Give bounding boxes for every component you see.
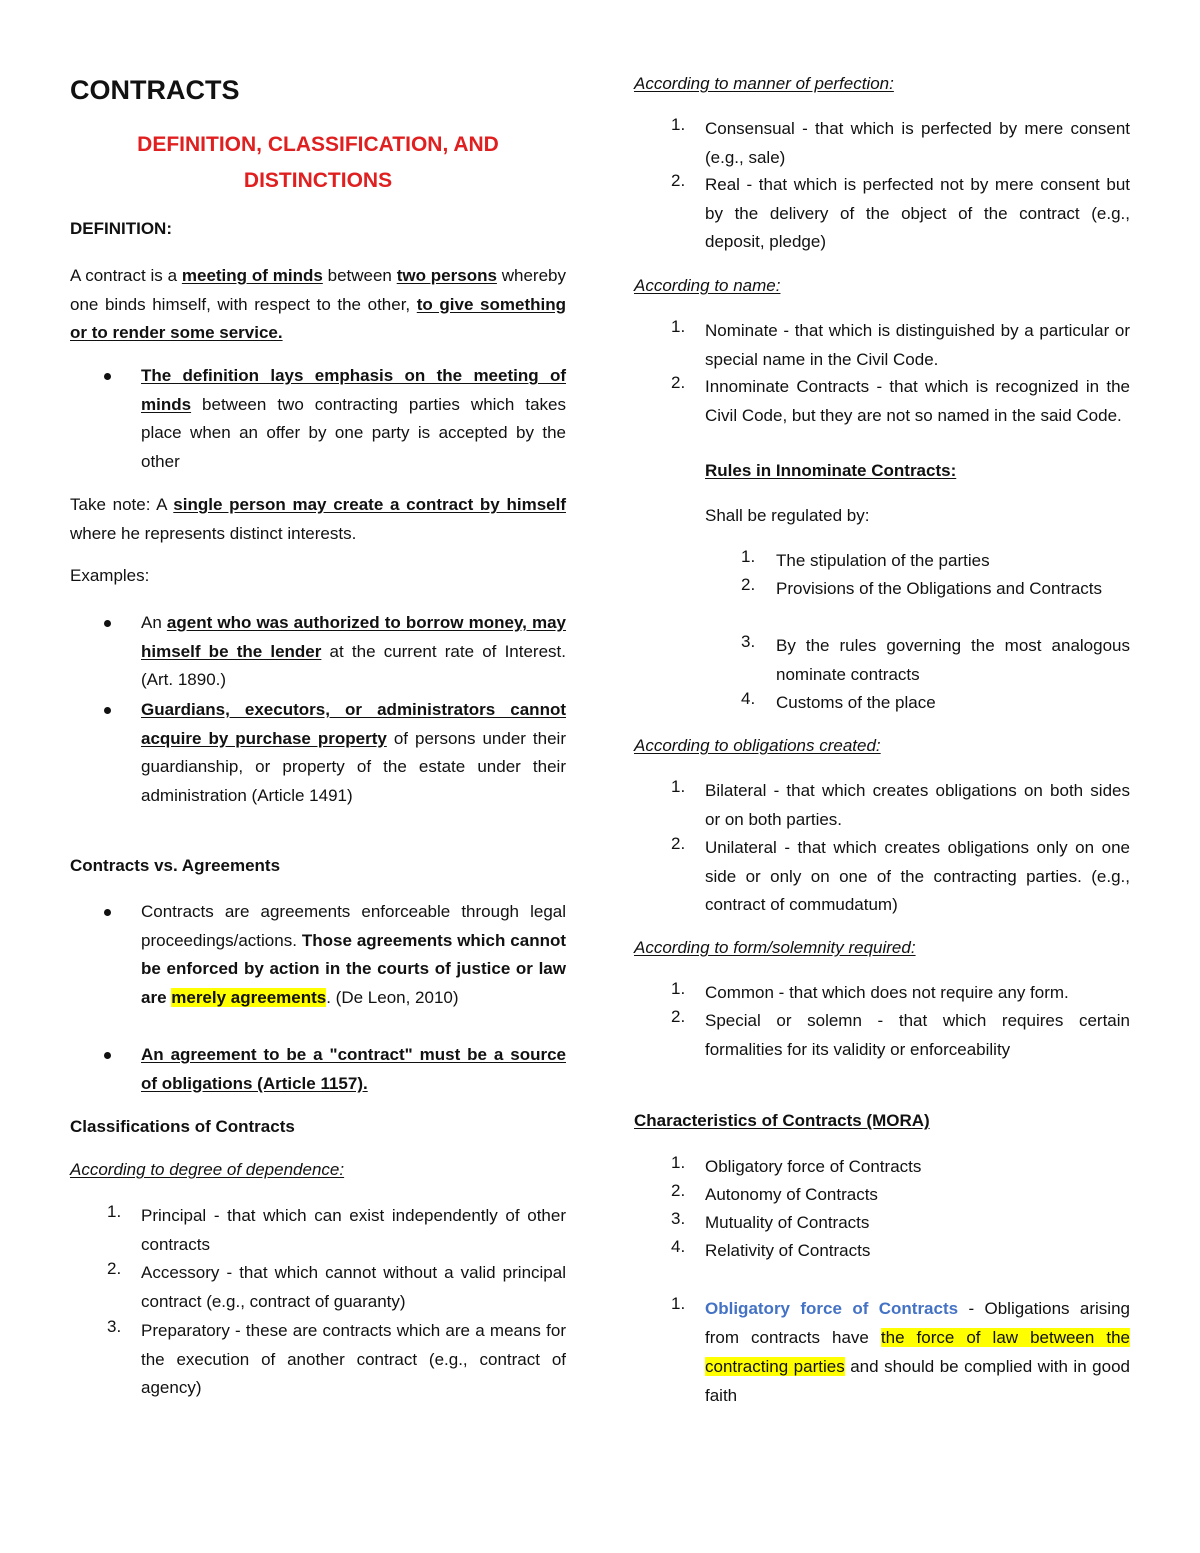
classifications-heading: Classifications of Contracts bbox=[70, 1117, 295, 1136]
list-number: 2. bbox=[741, 575, 756, 594]
list-text: Common - that which does not require any form. bbox=[705, 983, 1069, 1002]
list-text: Obligatory force of Contracts bbox=[705, 1157, 922, 1176]
section-title-line2: DISTINCTIONS bbox=[243, 169, 393, 192]
section-title-line1: DEFINITION, CLASSIFICATION, AND bbox=[137, 133, 499, 156]
rules-heading: Rules in Innominate Contracts: bbox=[705, 461, 957, 480]
list-number: 1. bbox=[741, 547, 756, 566]
list-text: Bilateral - that which creates obligations on both sides or on both parties. bbox=[705, 781, 1130, 829]
list-text: Autonomy of Contracts bbox=[705, 1185, 878, 1204]
regulated-by-label: Shall be regulated by: bbox=[705, 506, 870, 525]
list-number: 2. bbox=[671, 1181, 686, 1200]
list-text: Real - that which is perfected not by mere consent but by the delivery of the object of the contract (e.g., deposit, pledge) bbox=[705, 175, 1130, 251]
list-text: Accessory - that which cannot without a valid principal contract (e.g., contract of guaranty) bbox=[141, 1263, 566, 1311]
list-text: Unilateral - that which creates obligations only on one side or only on one of the contracting parties. (e.g., contract of commudatum) bbox=[705, 838, 1130, 914]
list-number: 2. bbox=[671, 1007, 686, 1026]
list-text: Provisions of the Obligations and Contracts bbox=[776, 579, 1103, 598]
examples-label: Examples: bbox=[70, 566, 150, 585]
list-number: 4. bbox=[741, 689, 756, 708]
list-number: 4. bbox=[671, 1237, 686, 1256]
list-number: 2. bbox=[107, 1259, 122, 1278]
list-text: Special or solemn - that which requires certain formalities for its validity or enforceability bbox=[705, 1011, 1130, 1059]
dependence-heading: According to degree of dependence: bbox=[70, 1160, 345, 1179]
take-note-paragraph: Take note: A single person may create a contract by himself where he represents distinct interests. bbox=[70, 495, 566, 543]
definition-paragraph: A contract is a meeting of minds between two persons whereby one binds himself, with respect to the other, to give something or to render some service. bbox=[70, 266, 566, 342]
list-number: 3. bbox=[671, 1209, 686, 1228]
list-text: Innominate Contracts - that which is recognized in the Civil Code, but they are not so named in the said Code. bbox=[705, 377, 1130, 425]
list-number: 1. bbox=[671, 1153, 686, 1172]
definition-heading: DEFINITION: bbox=[70, 219, 172, 238]
document-title: CONTRACTS bbox=[70, 75, 240, 105]
bullet-icon bbox=[104, 707, 111, 714]
bullet-icon bbox=[104, 909, 111, 916]
list-number: 1. bbox=[671, 777, 686, 796]
list-text: Customs of the place bbox=[776, 693, 936, 712]
list-text: Preparatory - these are contracts which are a means for the execution of another contract (e.g., contract of agency) bbox=[141, 1321, 566, 1397]
list-text: Relativity of Contracts bbox=[705, 1241, 871, 1260]
list-number: 1. bbox=[671, 317, 686, 336]
list-number: 2. bbox=[671, 171, 686, 190]
list-number: 1. bbox=[107, 1202, 122, 1221]
form-heading: According to form/solemnity required: bbox=[634, 938, 916, 957]
list-number: 2. bbox=[671, 834, 686, 853]
list-number: 1. bbox=[671, 979, 686, 998]
bullet-icon bbox=[104, 373, 111, 380]
list-number: 2. bbox=[671, 373, 686, 392]
list-text: Principal - that which can exist independently of other contracts bbox=[141, 1206, 566, 1254]
list-number: 3. bbox=[107, 1317, 122, 1336]
list-text: Mutuality of Contracts bbox=[705, 1213, 870, 1232]
characteristics-heading: Characteristics of Contracts (MORA) bbox=[634, 1111, 930, 1130]
list-text: Nominate - that which is distinguished by a particular or special name in the Civil Code. bbox=[705, 321, 1130, 369]
contracts-vs-agreements-heading: Contracts vs. Agreements bbox=[70, 856, 281, 875]
list-number: 1. bbox=[671, 115, 686, 134]
perfection-heading: According to manner of perfection: bbox=[634, 74, 894, 93]
name-heading: According to name: bbox=[634, 276, 781, 295]
list-text: The stipulation of the parties bbox=[776, 551, 990, 570]
list-text: By the rules governing the most analogous nominate contracts bbox=[776, 636, 1130, 684]
list-text: Consensual - that which is perfected by mere consent (e.g., sale) bbox=[705, 119, 1130, 167]
list-number: 3. bbox=[741, 632, 756, 651]
bullet-icon bbox=[104, 620, 111, 627]
obligations-heading: According to obligations created: bbox=[634, 736, 881, 755]
bullet-icon bbox=[104, 1052, 111, 1059]
